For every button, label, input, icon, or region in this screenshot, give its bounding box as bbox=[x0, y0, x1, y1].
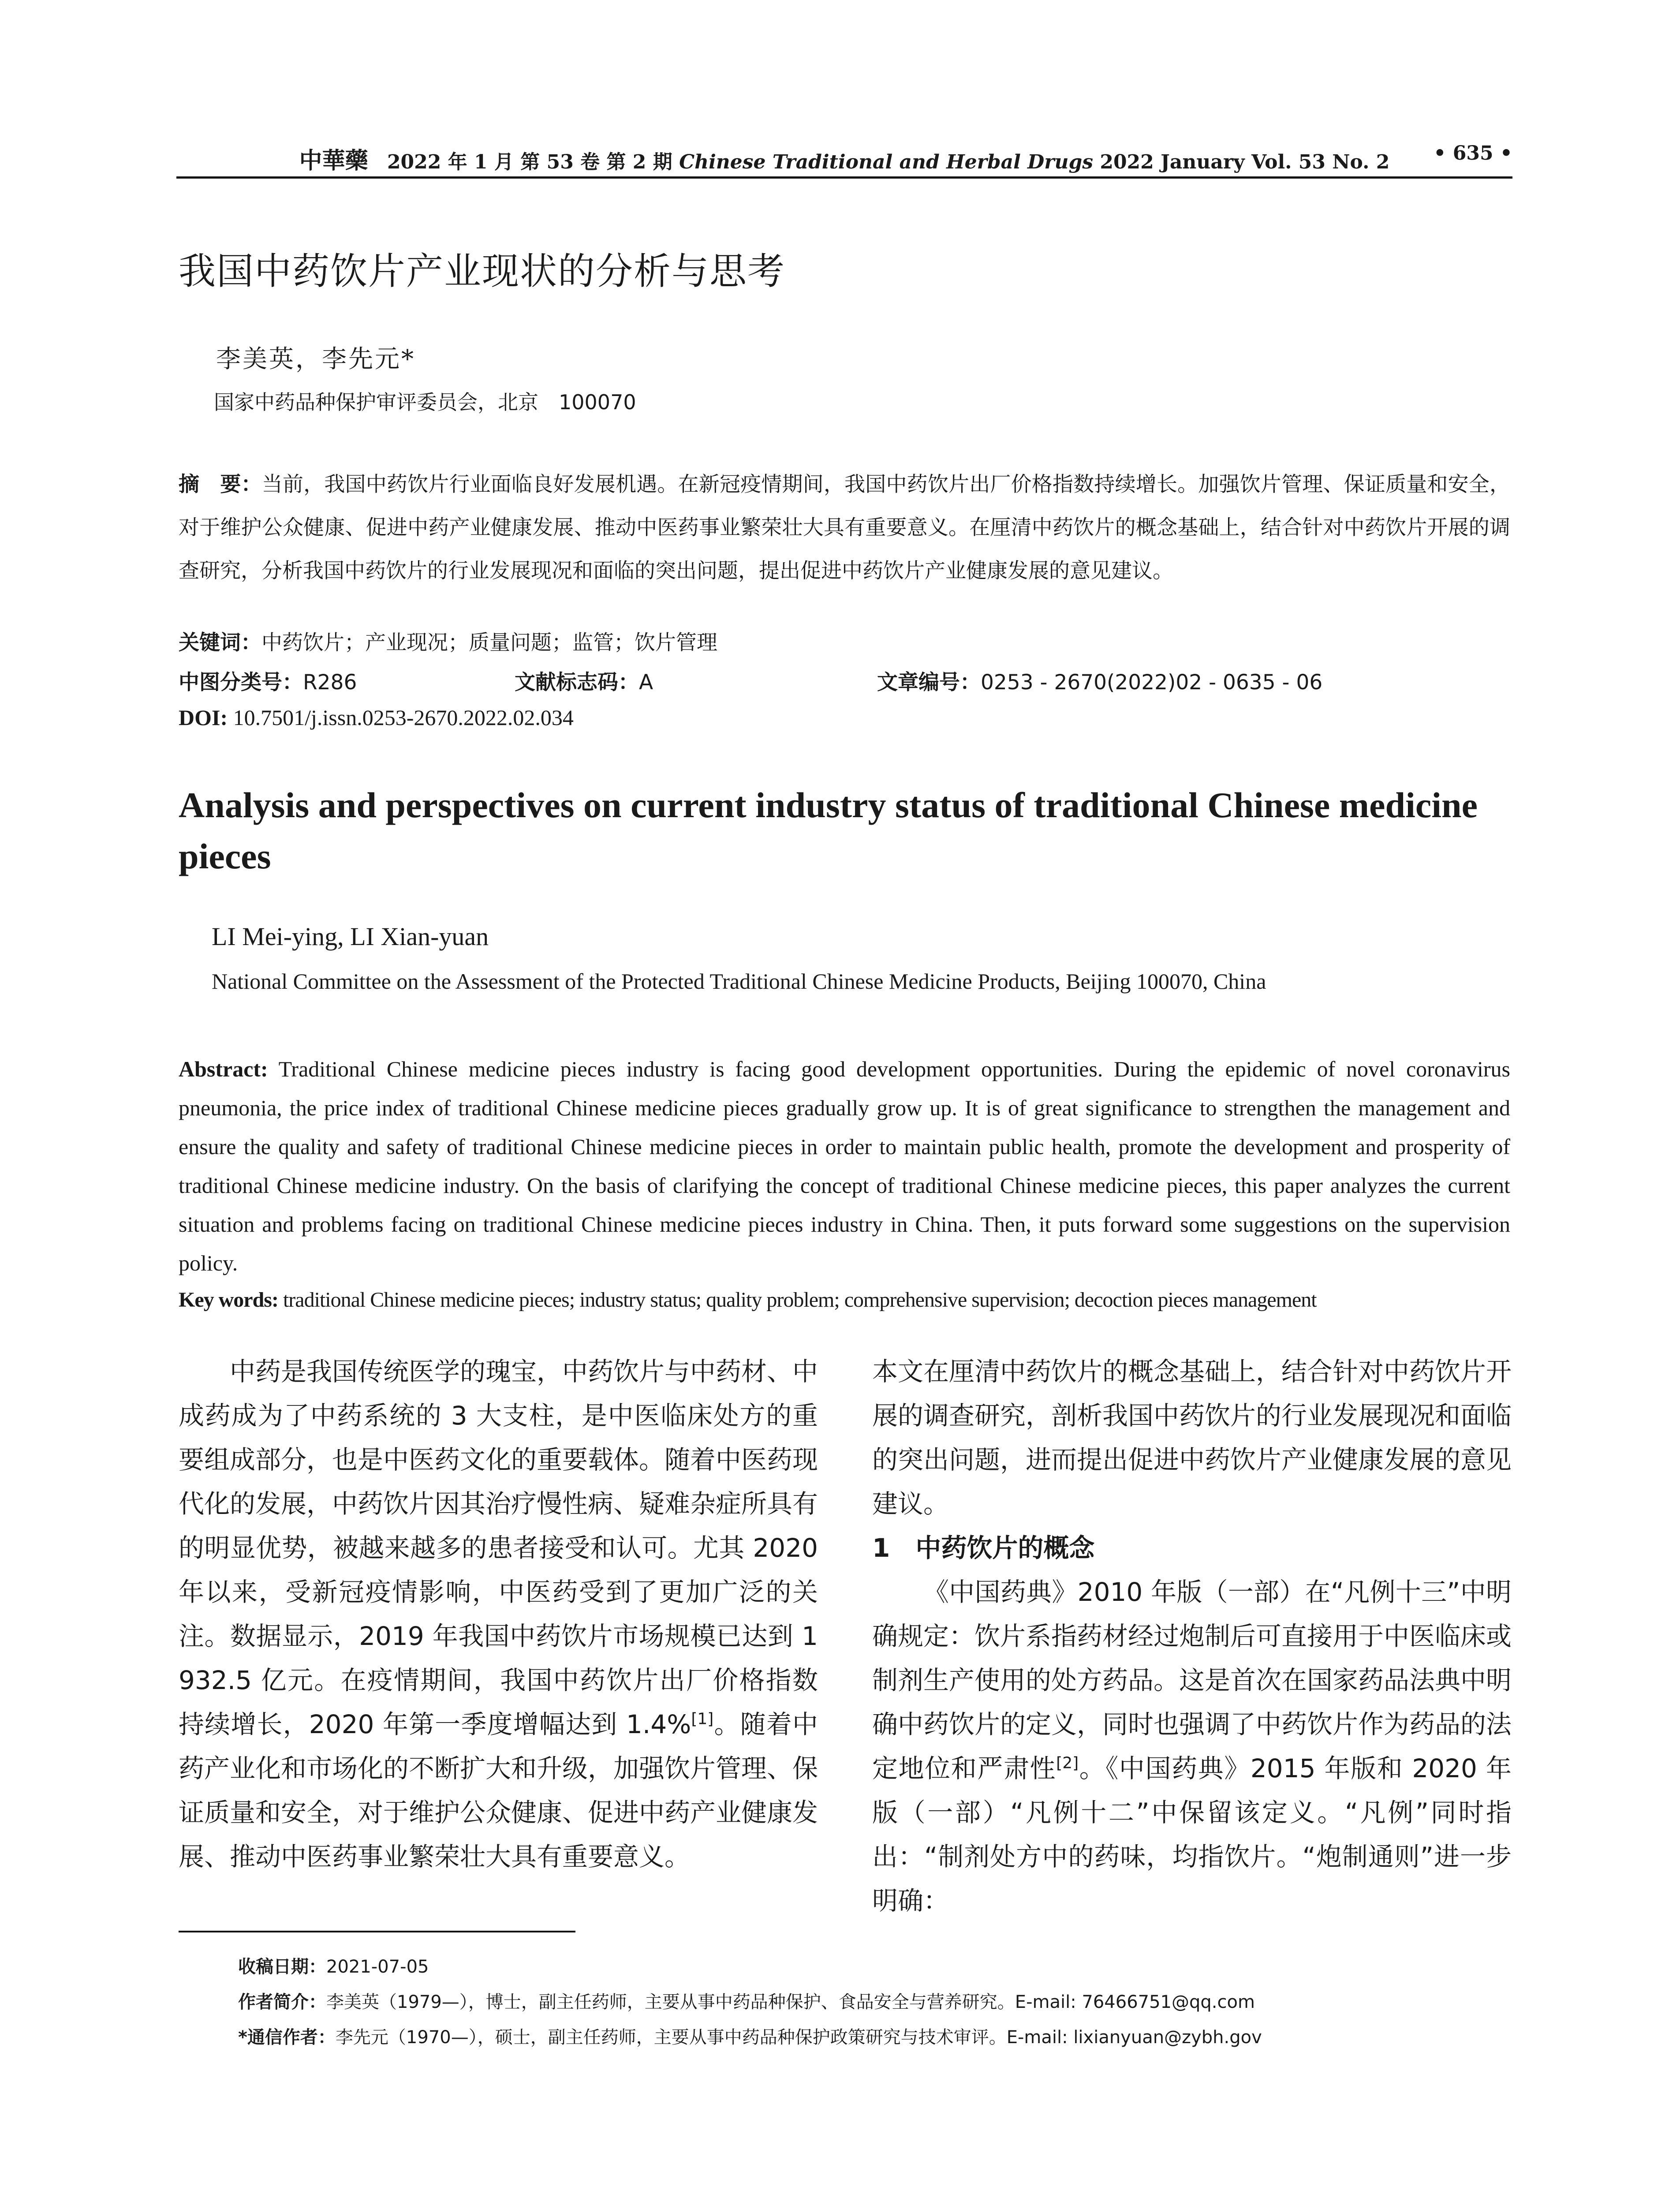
intro-continued: 本文在厘清中药饮片的概念基础上，结合针对中药饮片开展的调查研究，剖析我国中药饮片的行业发展现况和面临的突出问题，进而提出促进中药饮片产业健康发展的意见建议。 bbox=[872, 1357, 1512, 1519]
section-1-text-b: 。《中国药典》2015 年版和 2020 年版（一部）“凡例十二”中保留该定义。“凡例”同时指出：“制剂处方中的药味，均指饮片。“炮制通则”进一步明确： bbox=[872, 1753, 1512, 1916]
affiliation-cn: 国家中药品种保护审评委员会，北京 100070 bbox=[214, 390, 636, 414]
authors-en: LI Mei-ying, LI Xian-yuan bbox=[212, 922, 489, 951]
received-label: 收稿日期： bbox=[238, 1957, 326, 1977]
article-no-label: 文章编号： bbox=[877, 670, 981, 695]
article-no-value: 0253 - 2670(2022)02 - 0635 - 06 bbox=[981, 670, 1323, 695]
abstract-cn-label: 摘 要： bbox=[179, 472, 262, 497]
journal-name-en: Chinese Traditional and Herbal Drugs bbox=[679, 151, 1093, 173]
page-number: • 635 • bbox=[1434, 142, 1512, 164]
intro-text-a: 中药是我国传统医学的瑰宝，中药饮片与中药材、中成药成为了中药系统的 3 大支柱，是中医临床处方的重要组成部分，也是中医药文化的重要载体。随着中医药现代化的发展，中药饮片因其治疗慢性病、疑难杂症所具有的明显优势，被越来越多的患者接受和认可。尤其 2020 年以来，受新冠疫情影响，中医药受到了更加广泛的关注。数据显示，2019 年我国中药饮片市场规模已达到 1 932.5 亿元。在疫情期间，我国中药饮片出厂价格指数持续增长，2020 年第一季度增幅达到 1.4% bbox=[179, 1357, 818, 1739]
abstract-en-label: Abstract: bbox=[179, 1057, 268, 1081]
section-1-heading: 1 中药饮片的概念 bbox=[872, 1533, 1095, 1563]
abstract-cn-text: 当前，我国中药饮片行业面临良好发展机遇。在新冠疫情期间，我国中药饮片出厂价格指数持续增长。加强饮片管理、保证质量和安全，对于维护公众健康、促进中药产业健康发展、推动中医药事业繁荣壮大具有重要意义。在厘清中药饮片的概念基础上，结合针对中药饮片开展的调查研究，分析我国中药饮片的行业发展现况和面临的突出问题，提出促进中药饮片产业健康发展的意见建议。 bbox=[179, 472, 1510, 583]
issue-en: 2022 January Vol. 53 No. 2 bbox=[1100, 151, 1390, 173]
footnote-corresponding bbox=[238, 2023, 1262, 2048]
clc-value: R286 bbox=[303, 670, 357, 695]
journal-header bbox=[176, 142, 1512, 175]
author-bio-label: 作者简介： bbox=[238, 1992, 326, 2012]
section-1-text-a: 《中国药典》2010 年版（一部）在“凡例十三”中明确规定：饮片系指药材经过炮制后可直接用于中医临床或制剂生产使用的处方药品。这是首次在国家药品法典中明确中药饮片的定义，同时也强调了中药饮片作为药品的法定地位和严肃性 bbox=[872, 1577, 1512, 1783]
doc-code-label: 文献标志码： bbox=[515, 670, 639, 695]
citation-2[interactable]: [2] bbox=[1056, 1754, 1079, 1772]
keywords-cn-text: 中药饮片；产业现况；质量问题；监管；饮片管理 bbox=[261, 631, 717, 655]
keywords-en-label: Key words: bbox=[179, 1288, 278, 1312]
citation-1[interactable]: [1] bbox=[691, 1710, 714, 1728]
keywords-cn-label: 关键词： bbox=[179, 631, 261, 655]
corresponding-label: *通信作者： bbox=[238, 2027, 336, 2048]
keywords-en-text: traditional Chinese medicine pieces; industry status; quality problem; comprehensive supervision; decoction pieces management bbox=[283, 1288, 1317, 1312]
authors-cn: 李美英，李先元* bbox=[216, 345, 415, 374]
abstract-en bbox=[179, 1050, 1510, 1282]
abstract-en-text: Traditional Chinese medicine pieces industry is facing good development opportunities. During the epidemic of novel coronavirus pneumonia, the price index of traditional Chinese medicine pieces gradually grow up. It is of great significance to strengthen the management and ensure the quality and safety of traditional Chinese medicine pieces in order to maintain public health, promote the development and prosperity of traditional Chinese medicine industry. On the basis of clarifying the concept of traditional Chinese medicine pieces, this paper analyzes the current situation and problems facing on traditional Chinese medicine pieces industry in China. Then, it puts forward some suggestions on the supervision policy. bbox=[179, 1057, 1510, 1275]
footnote-author-bio bbox=[238, 1988, 1255, 2013]
intro-text-b: 。随着中药产业化和市场化的不断扩大和升级，加强饮片管理、保证质量和安全，对于维护公众健康、促进中药产业健康发展、推动中医药事业繁荣壮大具有重要意义。 bbox=[179, 1709, 818, 1872]
intro-paragraph bbox=[179, 1349, 818, 1879]
doi bbox=[179, 705, 574, 730]
footnote-rule bbox=[179, 1931, 575, 1932]
footnote-received bbox=[238, 1953, 429, 1978]
section-1-paragraph bbox=[872, 1570, 1512, 1923]
title-cn: 我国中药饮片产业现状的分析与思考 bbox=[179, 250, 786, 293]
keywords-cn bbox=[179, 626, 717, 656]
doc-code-value: A bbox=[639, 670, 653, 695]
journal-logo: 中華藥 bbox=[299, 147, 368, 174]
received-date: 2021-07-05 bbox=[326, 1957, 429, 1977]
title-en: Analysis and perspectives on current industry status of traditional Chinese medicine pieces bbox=[179, 785, 1478, 876]
affiliation-en: National Committee on the Assessment of the Protected Traditional Chinese Medicine Products, Beijing 100070, China bbox=[212, 969, 1266, 994]
abstract-cn bbox=[179, 463, 1510, 593]
running-header bbox=[176, 140, 1512, 179]
body-left-column bbox=[179, 1349, 818, 1879]
doi-link[interactable]: 10.7501/j.issn.0253-2670.2022.02.034 bbox=[233, 705, 574, 730]
keywords-en bbox=[179, 1288, 1317, 1312]
author-bio-text: 李美英（1979—），博士，副主任药师，主要从事中药品种保护、食品安全与营养研究。E-mail: 76466751@qq.com bbox=[326, 1992, 1255, 2012]
corresponding-text: 李先元（1970—），硕士，副主任药师，主要从事中药品种保护政策研究与技术审评。E-mail: lixianyuan@zybh.gov bbox=[335, 2027, 1262, 2048]
issue-cn: 2022 年 1 月 第 53 卷 第 2 期 bbox=[387, 151, 672, 173]
doi-label: DOI: bbox=[179, 705, 228, 730]
classification-row bbox=[179, 666, 1322, 695]
clc-label: 中图分类号： bbox=[179, 670, 303, 695]
body-right-column bbox=[872, 1349, 1512, 1923]
